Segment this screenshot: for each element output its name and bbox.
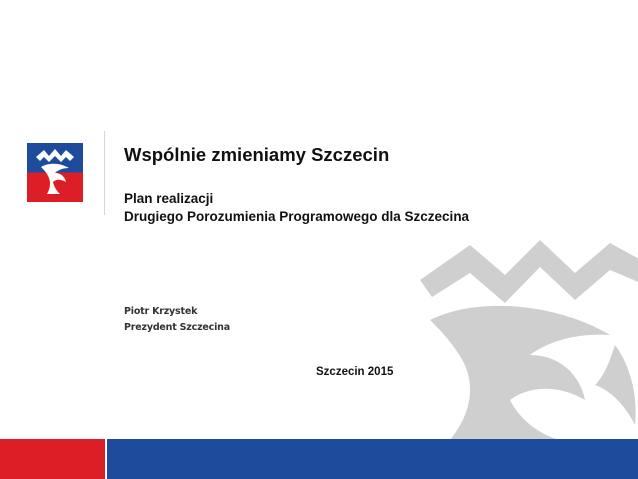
author-name: Piotr Krzystek [124,306,198,317]
subtitle-line-1: Plan realizacji [124,191,214,206]
logo-divider [104,131,105,215]
szczecin-logo-icon [27,143,83,202]
slide-title: Wspólnie zmieniamy Szczecin [124,144,390,165]
author-block [124,304,230,336]
footer-red-bar [0,439,105,479]
place-date: Szczecin 2015 [316,366,394,378]
slide-subtitle [124,190,469,226]
author-role: Prezydent Szczecina [124,322,230,333]
subtitle-line-2: Drugiego Porozumienia Programowego dla Szczecina [124,209,470,224]
footer-blue-bar [107,439,638,479]
griffin-watermark-icon [410,225,638,440]
